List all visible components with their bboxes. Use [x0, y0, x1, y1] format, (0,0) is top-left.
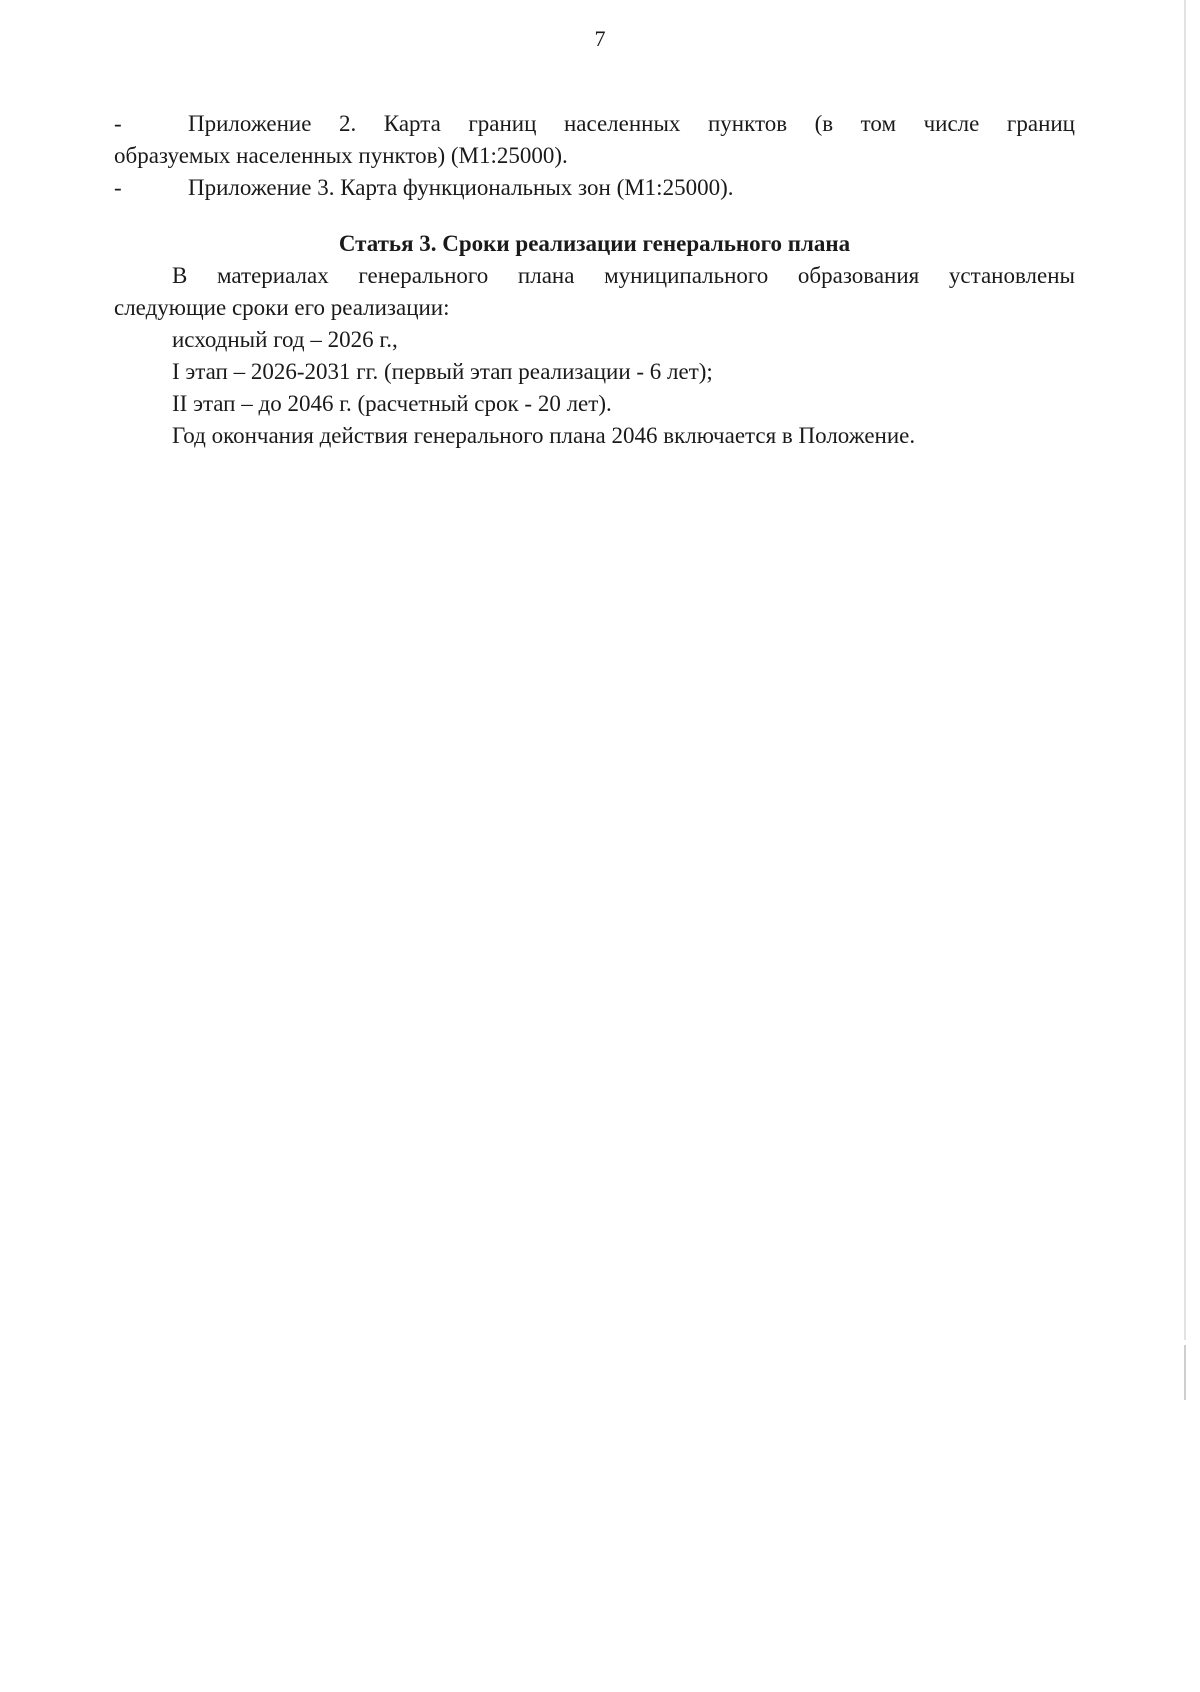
list-dash: -: [114, 111, 122, 136]
list-item-text-line1: Приложение 2. Карта границ населенных пунктов (в том числе границ: [188, 111, 1075, 136]
term-base-year: исходный год – 2026 г.,: [172, 327, 398, 352]
term-stage-1: I этап – 2026-2031 гг. (первый этап реализации - 6 лет);: [172, 359, 713, 384]
scan-edge-line: [1184, 0, 1186, 1340]
list-item-text-line2: образуемых населенных пунктов) (М1:25000).: [114, 143, 568, 168]
article-intro-line2: следующие сроки его реализации:: [114, 295, 450, 320]
article-title: Статья 3. Сроки реализации генерального плана: [338, 231, 851, 256]
list-dash: -: [114, 175, 122, 200]
list-item-appendix-3: [114, 172, 1075, 204]
article-intro: [114, 260, 1075, 324]
page-number: 7: [594, 26, 606, 51]
list-item-appendix-2: [114, 108, 1075, 172]
document-body: [114, 108, 1075, 452]
list-item-text: Приложение 3. Карта функциональных зон (М1:25000).: [188, 175, 734, 200]
term-end-year: Год окончания действия генерального плана 2046 включается в Положение.: [172, 423, 916, 448]
article-intro-line1: В материалах генерального плана муниципального образования установлены: [172, 263, 1075, 288]
term-stage-2: II этап – до 2046 г. (расчетный срок - 20 лет).: [172, 391, 612, 416]
scan-edge-mark: [1184, 1345, 1186, 1400]
